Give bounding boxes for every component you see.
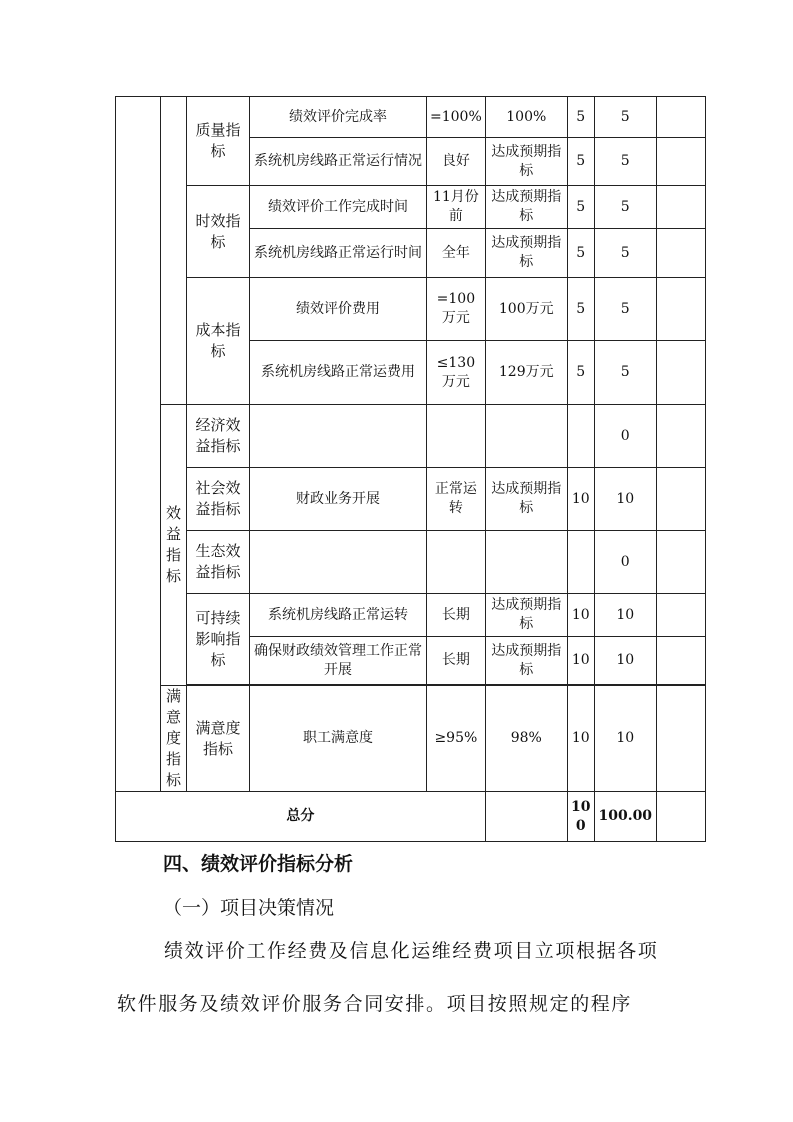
target-value: 长期 (427, 637, 486, 685)
actual-value: 达成预期指标 (485, 468, 567, 531)
remark-cell (656, 468, 705, 531)
cost-indicator-label: 成本指标 (187, 278, 250, 405)
actual-value: 129万元 (485, 341, 567, 405)
remark-cell (656, 594, 705, 637)
target-value: ≤130万元 (427, 341, 486, 405)
ecological-benefit-label: 生态效益指标 (187, 531, 250, 594)
actual-value: 达成预期指标 (485, 229, 567, 278)
target-value: 良好 (427, 138, 486, 186)
total-blank-cell (485, 792, 567, 842)
weight-value (567, 531, 594, 594)
indicator-name: 确保财政绩效管理工作正常开展 (250, 637, 427, 685)
performance-indicator-table (115, 96, 706, 842)
actual-value: 达成预期指标 (485, 186, 567, 229)
remark-cell (656, 792, 705, 842)
sustainable-impact-label: 可持续影响指标 (187, 594, 250, 685)
target-value: =100% (427, 97, 486, 138)
weight-value: 10 (567, 686, 594, 792)
actual-value (485, 405, 567, 468)
weight-value: 5 (567, 229, 594, 278)
indicator-name: 绩效评价工作完成时间 (250, 186, 427, 229)
section-heading: 四、绩效评价指标分析 (163, 853, 354, 875)
remark-cell (656, 686, 705, 792)
score-value: 5 (594, 138, 656, 186)
actual-value: 达成预期指标 (485, 594, 567, 637)
target-value: 正常运转 (427, 468, 486, 531)
indicator-name: 绩效评价费用 (250, 278, 427, 341)
score-value: 5 (594, 97, 656, 138)
weight-value: 5 (567, 186, 594, 229)
time-indicator-label: 时效指标 (187, 186, 250, 278)
remark-cell (656, 531, 705, 594)
target-value (427, 405, 486, 468)
score-value: 5 (594, 229, 656, 278)
satisfaction-indicator-label: 满意度指标 (187, 686, 250, 792)
indicator-name: 职工满意度 (250, 686, 427, 792)
weight-value: 5 (567, 138, 594, 186)
indicator-name: 绩效评价完成率 (250, 97, 427, 138)
remark-cell (656, 186, 705, 229)
indicator-name: 系统机房线路正常运行情况 (250, 138, 427, 186)
total-score: 100.00 (594, 792, 656, 842)
indicator-name: 财政业务开展 (250, 468, 427, 531)
score-value: 0 (594, 405, 656, 468)
target-value: =100万元 (427, 278, 486, 341)
weight-value: 5 (567, 97, 594, 138)
score-value: 5 (594, 186, 656, 229)
body-paragraph: 绩效评价工作经费及信息化运维经费项目立项根据各项软件服务及绩效评价服务合同安排。项目按照规定的程序 (117, 940, 659, 1015)
score-value: 10 (594, 594, 656, 637)
economic-benefit-label: 经济效益指标 (187, 405, 250, 468)
target-value: 长期 (427, 594, 486, 637)
target-value: 全年 (427, 229, 486, 278)
level1-output-cell (161, 97, 187, 405)
weight-value (567, 405, 594, 468)
remark-cell (656, 637, 705, 685)
remark-cell (656, 97, 705, 138)
score-value: 5 (594, 278, 656, 341)
indicator-name: 系统机房线路正常运行时间 (250, 229, 427, 278)
actual-value: 达成预期指标 (485, 138, 567, 186)
level1-blank-cell (116, 97, 161, 792)
target-value: ≥95% (427, 686, 486, 792)
indicator-name (250, 531, 427, 594)
indicator-name: 系统机房线路正常运转 (250, 594, 427, 637)
remark-cell (656, 229, 705, 278)
actual-value: 100% (485, 97, 567, 138)
total-label: 总分 (116, 792, 486, 842)
weight-value: 5 (567, 278, 594, 341)
weight-value: 10 (567, 637, 594, 685)
section-subheading: （一）项目决策情况 (163, 897, 335, 919)
quality-indicator-label: 质量指标 (187, 97, 250, 186)
score-value: 10 (594, 637, 656, 685)
satisfaction-outer-label: 满意度指标 (161, 686, 187, 792)
social-benefit-label: 社会效益指标 (187, 468, 250, 531)
weight-value: 10 (567, 468, 594, 531)
remark-cell (656, 341, 705, 405)
weight-value: 10 (567, 594, 594, 637)
indicator-name: 系统机房线路正常运费用 (250, 341, 427, 405)
score-value: 0 (594, 531, 656, 594)
target-value: 11月份前 (427, 186, 486, 229)
remark-cell (656, 138, 705, 186)
weight-value: 5 (567, 341, 594, 405)
actual-value: 100万元 (485, 278, 567, 341)
actual-value (485, 531, 567, 594)
actual-value: 达成预期指标 (485, 637, 567, 685)
indicator-name (250, 405, 427, 468)
benefit-indicator-label: 效益指标 (161, 405, 187, 686)
actual-value: 98% (485, 686, 567, 792)
target-value (427, 531, 486, 594)
total-weight: 100 (567, 792, 594, 842)
remark-cell (656, 278, 705, 341)
score-value: 10 (594, 686, 656, 792)
score-value: 10 (594, 468, 656, 531)
remark-cell (656, 405, 705, 468)
score-value: 5 (594, 341, 656, 405)
